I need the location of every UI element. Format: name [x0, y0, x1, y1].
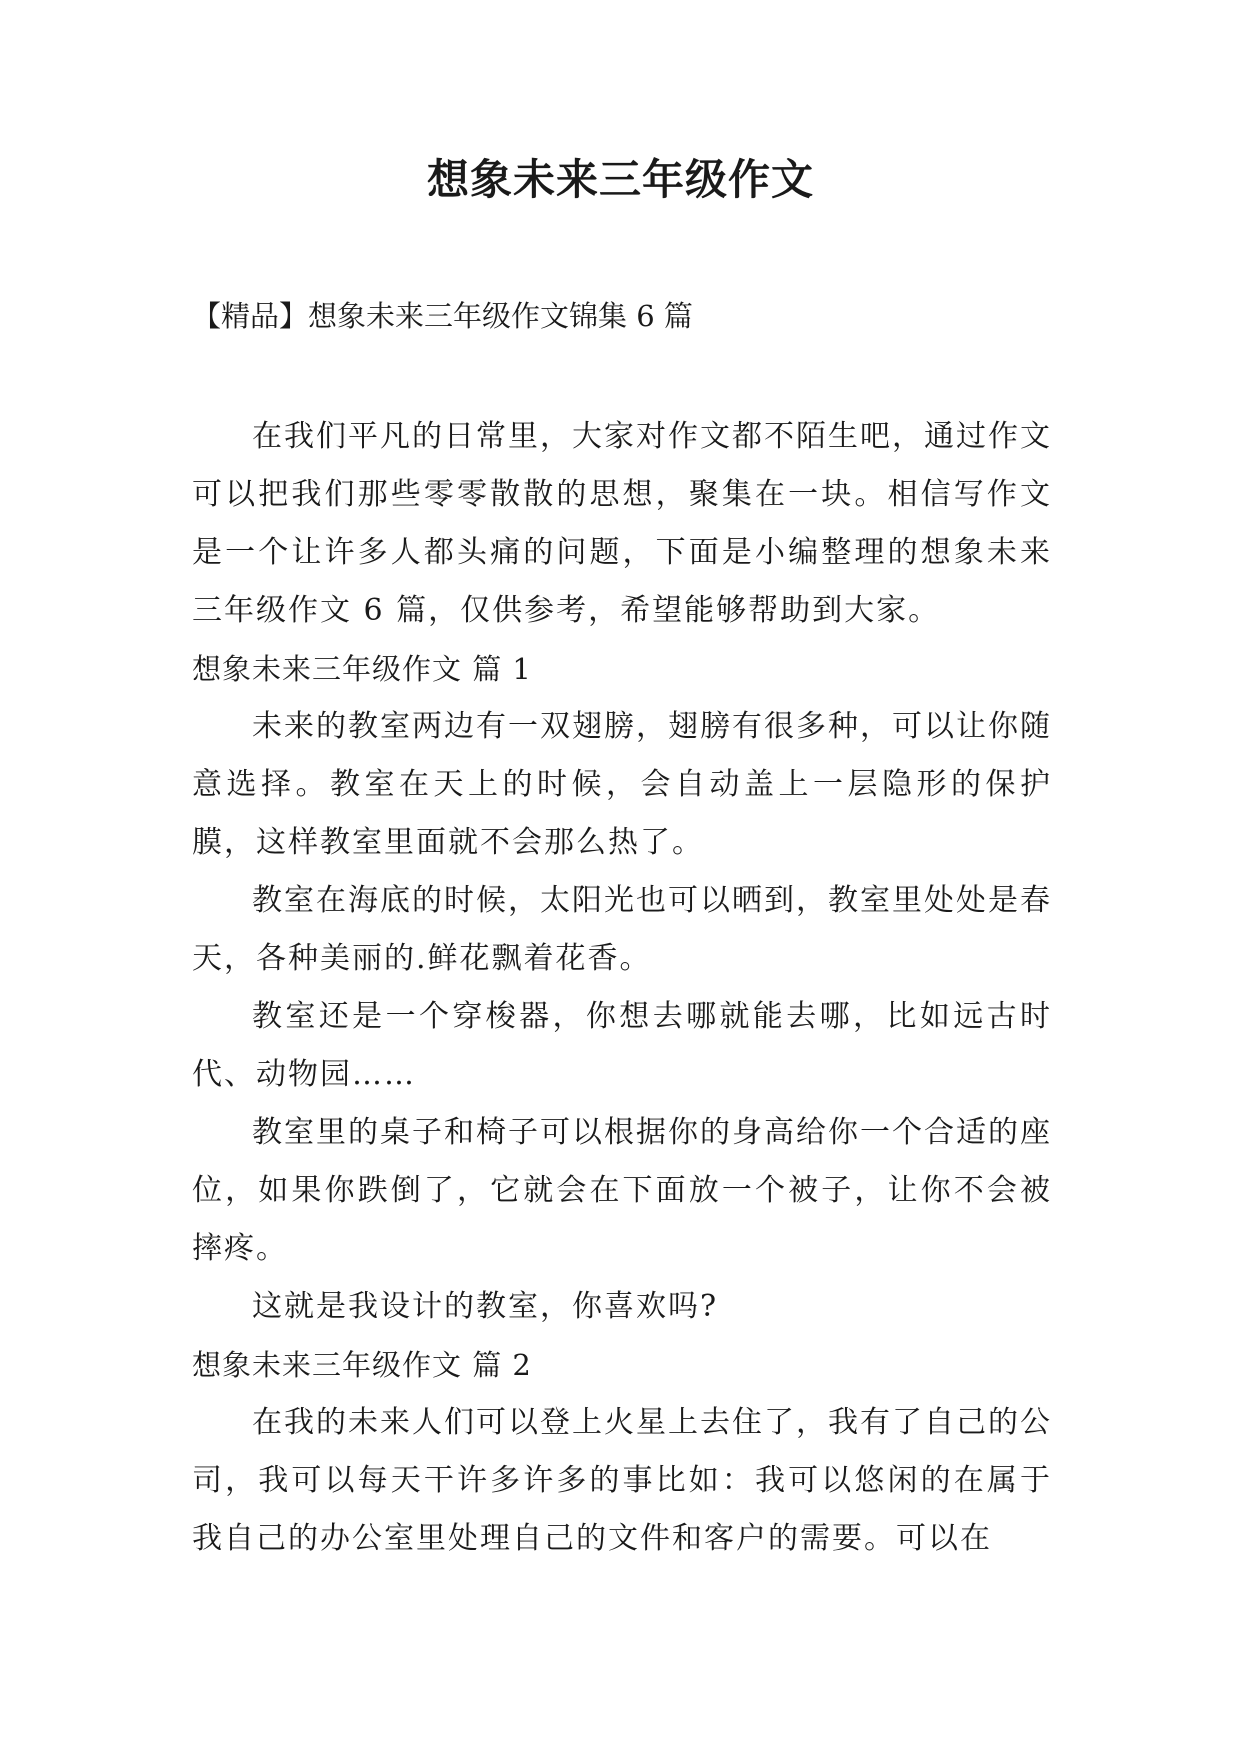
paragraph: 在我的未来人们可以登上火星上去住了，我有了自己的公司，我可以每天干许多许多的事比如：我可以悠闲的在属于我自己的办公室里处理自己的文件和客户的需要。可以在	[192, 1405, 1052, 1556]
section-heading-1: 想象未来三年级作文 篇 1	[192, 652, 532, 686]
document-subtitle: 【精品】想象未来三年级作文锦集 6 篇	[192, 299, 693, 333]
paragraph: 未来的教室两边有一双翅膀，翅膀有很多种，可以让你随意选择。教室在天上的时候，会自动盖上一层隐形的保护膜，这样教室里面就不会那么热了。	[192, 709, 1052, 860]
paragraph: 这就是我设计的教室，你喜欢吗?	[252, 1289, 719, 1324]
paragraph: 教室里的桌子和椅子可以根据你的身高给你一个合适的座位，如果你跌倒了，它就会在下面放一个被子，让你不会被摔疼。	[192, 1115, 1052, 1266]
paragraph: 教室还是一个穿梭器，你想去哪就能去哪，比如远古时代、动物园……	[192, 999, 1052, 1092]
intro-paragraph: 在我们平凡的日常里，大家对作文都不陌生吧，通过作文可以把我们那些零零散散的思想，聚集在一块。相信写作文是一个让许多人都头痛的问题，下面是小编整理的想象未来三年级作文 6 篇，仅供参考，希望能够帮助到大家。	[192, 419, 1052, 628]
paragraph: 教室在海底的时候，太阳光也可以晒到，教室里处处是春天，各种美丽的.鲜花飘着花香。	[192, 883, 1052, 976]
section-heading-2: 想象未来三年级作文 篇 2	[192, 1348, 532, 1382]
document-body	[192, 408, 1052, 1568]
document-title: 想象未来三年级作文	[426, 155, 814, 204]
